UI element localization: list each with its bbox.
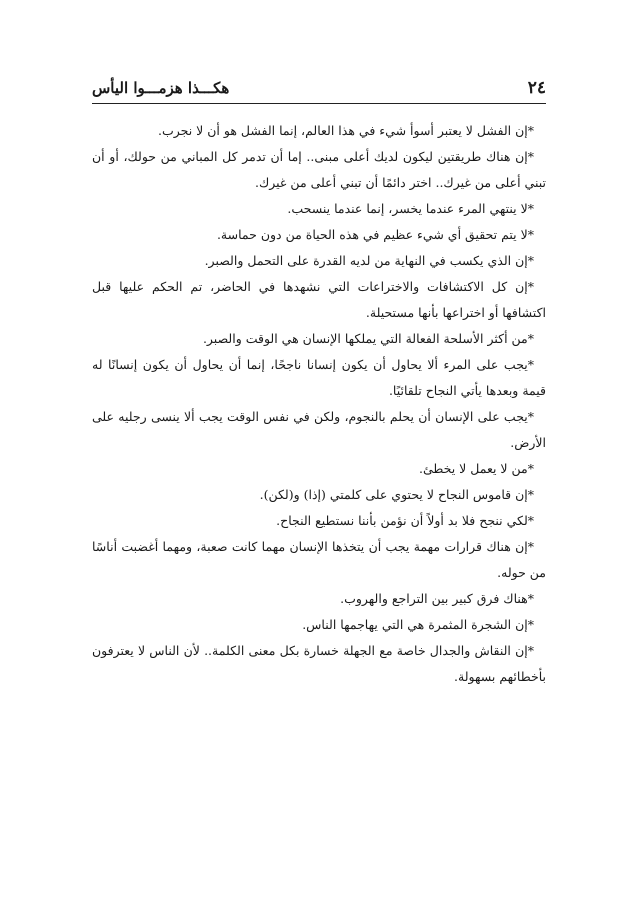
quote-paragraph: *إن هناك قرارات مهمة يجب أن يتخذها الإنسان مهما كانت صعبة، ومهما أغضبت أناسًا من حوله. (92, 539, 546, 580)
quote-paragraph: *لا ينتهي المرء عندما يخسر، إنما عندما ينسحب. (287, 201, 534, 216)
quote-paragraph: *إن النقاش والجدال خاصة مع الجهلة خسارة بكل معنى الكلمة.. لأن الناس لا يعترفون بأخطائهم بسهولة. (92, 643, 546, 684)
quote-paragraph: *يجب على الإنسان أن يحلم بالنجوم، ولكن في نفس الوقت يجب ألا ينسى رجليه على الأرض. (92, 409, 546, 450)
quote-paragraph: *لا يتم تحقيق أي شيء عظيم في هذه الحياة من دون حماسة. (216, 227, 534, 242)
quote-paragraph: *إن هناك طريقتين ليكون لديك أعلى مبنى.. إما أن تدمر كل المباني من حولك، أو أن تبني أعلى من غيرك.. اختر دائمًا أن تبني أعلى من غيرك. (92, 149, 546, 190)
quote-paragraph: *من لا يعمل لا يخطئ. (418, 461, 534, 476)
running-title: هكـــذا هزمـــوا اليأس (92, 79, 230, 97)
quote-paragraph: *من أكثر الأسلحة الفعالة التي يملكها الإنسان هي الوقت والصبر. (202, 331, 534, 346)
quote-paragraph: *هناك فرق كبير بين التراجع والهروب. (340, 591, 534, 606)
quote-paragraph: *يجب على المرء ألا يحاول أن يكون إنسانا ناجحًا، إنما أن يحاول أن يكون إنسانًا له قيمة وبعدها يأتي النجاح تلقائيًا. (92, 357, 546, 398)
page-number: ٢٤ (527, 78, 546, 98)
quote-paragraph: *إن كل الاكتشافات والاختراعات التي نشهدها في الحاضر، تم الحكم عليها قبل اكتشافها أو اختراعها بأنها مستحيلة. (92, 279, 546, 320)
quote-paragraph: *إن الشجرة المثمرة هي التي يهاجمها الناس. (302, 617, 534, 632)
quote-paragraph: *إن الفشل لا يعتبر أسوأ شيء في هذا العالم، إنما الفشل هو أن لا نجرب. (157, 123, 534, 138)
header-rule (92, 103, 546, 104)
page-body (92, 118, 546, 690)
quote-paragraph: *لكي ننجح فلا بد أولاً أن نؤمن بأننا نستطيع النجاح. (276, 513, 534, 528)
page-header (92, 76, 546, 98)
quote-paragraph: *إن الذي يكسب في النهاية من لديه القدرة على التحمل والصبر. (204, 253, 534, 268)
quote-paragraph: *إن قاموس النجاح لا يحتوي على كلمتي (إذا) و(لكن). (259, 487, 534, 502)
